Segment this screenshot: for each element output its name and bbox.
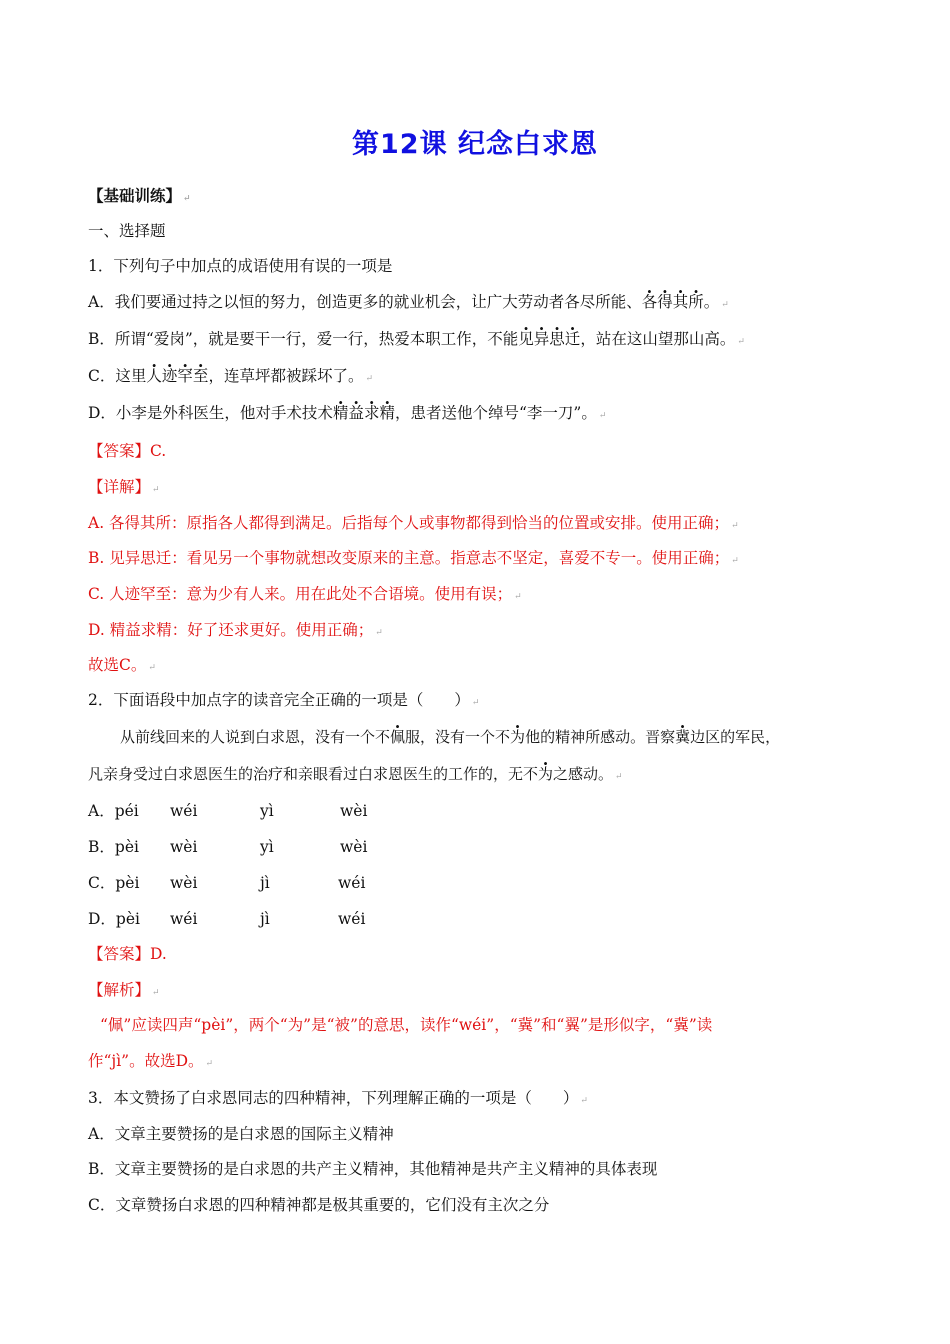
q1-stem: 1．下列句子中加点的成语使用有误的一项是: [88, 257, 393, 275]
q3-stem: 3．本文赞扬了白求恩同志的四种精神，下列理解正确的一项是（ ） ↵: [88, 1089, 588, 1107]
q1-answer: 【答案】C.: [88, 442, 167, 460]
q2-option-a: A．péi wéi yì wèi: [88, 802, 368, 820]
q1-explain-c: C. 人迹罕至：意为少有人来。用在此处不合语境。使用有误； ↵: [88, 585, 522, 603]
page-title: 第12课 纪念白求恩: [352, 129, 598, 160]
q2-analysis-line1: “佩”应读四声“pèi”，两个“为”是“被”的意思，读作“wéi”，“冀”和“翼”是形似字，“冀”读: [100, 1016, 713, 1034]
q2-analysis-line2: 作“jì”。故选D。 ↵: [88, 1052, 214, 1070]
q1-option-d: D．小李是外科医生，他对手术技术精益求精，患者送他个绰号“李一刀”。 ↵: [88, 404, 607, 422]
part-heading: 一、选择题: [88, 222, 166, 240]
q2-answer: 【答案】D.: [88, 945, 167, 963]
q3-option-b: B．文章主要赞扬的是白求恩的共产主义精神，其他精神是共产主义精神的具体表现: [88, 1160, 658, 1178]
q2-passage-line2: 凡亲身受过白求恩医生的治疗和亲眼看过白求恩医生的工作的，无不为之感动。 ↵: [88, 765, 623, 783]
q1-option-c: C．这里人迹罕至，连草坪都被踩坏了。 ↵: [88, 367, 373, 385]
section-heading: 【基础训练】 ↵: [88, 186, 191, 205]
q2-passage-line1: 从前线回来的人说到白求恩，没有一个不佩服，没有一个不为他的精神所感动。晋察冀边区的军民，: [120, 728, 781, 746]
q3-option-c: C．文章赞扬白求恩的四种精神都是极其重要的，它们没有主次之分: [88, 1196, 550, 1214]
q1-explain-d: D. 精益求精：好了还求更好。使用正确； ↵: [88, 621, 383, 639]
q1-option-a: A．我们要通过持之以恒的努力，创造更多的就业机会，让广大劳动者各尽所能、各得其所。 ↵: [88, 293, 729, 311]
q1-explain-a: A. 各得其所：原指各人都得到满足。后指每个人或事物都得到恰当的位置或安排。使用正确； ↵: [88, 514, 739, 532]
q3-option-a: A．文章主要赞扬的是白求恩的国际主义精神: [88, 1125, 394, 1143]
q1-conclusion: 故选C。 ↵: [88, 656, 156, 674]
q1-option-b: B．所谓“爱岗”，就是要干一行，爱一行，热爱本职工作，不能见异思迁，站在这山望那山高。 ↵: [88, 330, 745, 348]
q2-analysis-label: 【解析】 ↵: [88, 981, 160, 999]
q1-explain-label: 【详解】 ↵: [88, 478, 160, 496]
q1-explain-b: B. 见异思迁：看见另一个事物就想改变原来的主意。指意志不坚定，喜爱不专一。使用正确； ↵: [88, 549, 739, 567]
q2-option-b: B．pèi wèi yì wèi: [88, 838, 368, 856]
q2-option-c: C．pèi wèi jì wéi: [88, 874, 366, 892]
q2-stem: 2．下面语段中加点字的读音完全正确的一项是（ ） ↵: [88, 691, 480, 709]
q2-option-d: D．pèi wéi jì wéi: [88, 910, 366, 928]
